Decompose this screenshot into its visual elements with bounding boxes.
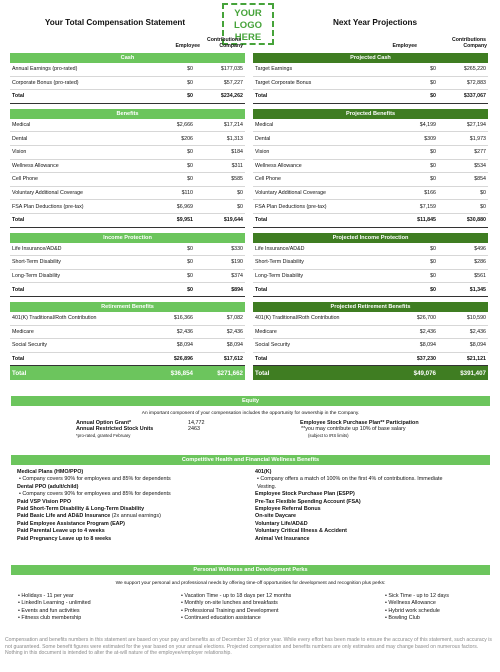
row-label: 401(K) Traditional/Roth Contribution — [255, 315, 340, 322]
list-item: • Company covers 90% for employees and 85% for dependents — [19, 476, 171, 483]
company-value: $7,082 — [226, 315, 243, 322]
table-row — [253, 200, 488, 214]
table-row — [10, 119, 245, 133]
employee-value: $0 — [187, 79, 193, 86]
company-value: $10,590 — [466, 315, 486, 322]
option-grant-value: 14,772 — [188, 420, 205, 426]
company-value: $0 — [480, 203, 486, 210]
row-label: Annual Earnings (pro-rated) — [12, 66, 78, 73]
employee-col-label: Employee — [392, 43, 417, 49]
company-value: $286 — [474, 259, 486, 266]
company-value: $534 — [474, 162, 486, 169]
section-header-income-protection: Income Protection — [10, 233, 245, 243]
section-header-perks: Personal Wellness and Development Perks — [11, 565, 490, 575]
company-value: $277 — [474, 149, 486, 156]
employee-value: $0 — [430, 149, 436, 156]
table-row — [10, 243, 245, 257]
row-label: Life Insurance/AD&D — [255, 245, 305, 252]
employee-value: $2,436 — [176, 328, 193, 335]
company-value: $2,436 — [469, 328, 486, 335]
statement-title: Your Total Compensation Statement — [44, 18, 186, 27]
company-value: $184 — [231, 149, 243, 156]
total-row — [253, 283, 488, 297]
row-label: Total — [255, 93, 268, 100]
company-value: $854 — [474, 176, 486, 183]
grand-total-employee: $36,854 — [170, 369, 193, 377]
employee-value: $206 — [181, 135, 193, 142]
table-row — [10, 187, 245, 201]
perks-col-1 — [18, 593, 168, 622]
employee-value: $0 — [187, 162, 193, 169]
row-label: Medical — [255, 122, 274, 129]
section-header-projected-retirement: Projected Retirement Benefits — [253, 302, 488, 312]
contributions-label: Contributions — [207, 37, 241, 43]
current-compensation-column — [10, 53, 245, 380]
table-row — [253, 187, 488, 201]
grand-total-row — [10, 366, 245, 380]
perks-intro: We support your personal and professional needs by offering time-off opportunities for development and recognition plus perks: — [115, 581, 386, 586]
employee-value: $0 — [187, 286, 193, 293]
company-value: $374 — [231, 273, 243, 280]
employee-value: $2,436 — [419, 328, 436, 335]
employee-value: $0 — [430, 162, 436, 169]
employee-value: $0 — [187, 245, 193, 252]
company-value: $19,644 — [223, 217, 243, 224]
equity-grants — [76, 420, 276, 439]
company-value: $496 — [474, 245, 486, 252]
row-label: Voluntary Additional Coverage — [12, 190, 83, 197]
employee-value: $2,666 — [176, 122, 193, 129]
row-label: Total — [255, 217, 268, 224]
employee-value: $0 — [430, 286, 436, 293]
list-item: Voluntary Critical Illness & Accident — [255, 528, 347, 535]
table-row — [10, 200, 245, 214]
table-row — [253, 63, 488, 77]
row-label: Medicare — [12, 328, 34, 335]
total-row — [10, 353, 245, 367]
total-row — [253, 90, 488, 104]
row-label: Total — [12, 286, 25, 293]
employee-value: $0 — [187, 273, 193, 280]
company-value: $234,262 — [220, 93, 243, 100]
list-item: Voluntary Life/AD&D — [255, 520, 308, 527]
employee-value: $8,094 — [176, 342, 193, 349]
table-row — [10, 63, 245, 77]
row-label: FSA Plan Deductions (pre-tax) — [255, 203, 327, 210]
table-row — [253, 256, 488, 270]
table-row — [10, 160, 245, 174]
company-value: $311 — [231, 162, 243, 169]
company-value: $21,121 — [466, 355, 486, 362]
wellness-left-list — [17, 469, 242, 543]
list-item: • Continued education assistance — [181, 614, 261, 621]
company-value: $8,094 — [469, 342, 486, 349]
row-label: Long-Term Disability — [255, 273, 303, 280]
section-header-projected-cash: Projected Cash — [253, 53, 488, 63]
employee-value: $0 — [430, 93, 436, 100]
employee-value: $0 — [430, 176, 436, 183]
company-value: $17,612 — [223, 355, 243, 362]
row-label: Short-Term Disability — [12, 259, 61, 266]
employee-value: $0 — [430, 273, 436, 280]
section-header-retirement: Retirement Benefits — [10, 302, 245, 312]
list-item: • Holidays - 11 per year — [18, 593, 74, 599]
row-label: Social Security — [255, 342, 291, 349]
employee-value: $37,230 — [416, 355, 436, 362]
section-header-wellness-benefits: Competitive Health and Financial Wellness Benefits — [11, 455, 490, 465]
company-value: $0 — [237, 190, 243, 197]
list-item: • Company offers a match of 100% on the first 4% of contributions. Immediate — [257, 476, 443, 483]
employee-col-label: Employee — [175, 43, 200, 49]
company-value: $561 — [474, 273, 486, 280]
employee-value: $0 — [430, 79, 436, 86]
espp-sub: (subject to IRS limits) — [308, 432, 349, 438]
section-header-projected-benefits: Projected Benefits — [253, 109, 488, 119]
logo-line-1: YOUR — [234, 8, 262, 19]
row-label: Dental — [12, 135, 28, 142]
projections-title: Next Year Projections — [332, 18, 418, 27]
table-row — [253, 146, 488, 160]
espp-title: Employee Stock Purchase Plan** Participation — [300, 420, 419, 426]
table-row — [253, 339, 488, 353]
section-header-benefits: Benefits — [10, 109, 245, 119]
employee-value: $0 — [430, 259, 436, 266]
employee-value: $309 — [424, 135, 436, 142]
list-item-suffix: (2x annual earnings) — [110, 513, 161, 520]
row-label: Total — [12, 355, 25, 362]
employee-value: $0 — [187, 66, 193, 73]
row-label: Dental — [255, 135, 271, 142]
employee-value: $9,951 — [176, 217, 193, 224]
table-row — [253, 119, 488, 133]
list-item: Paid Pregnancy Leave up to 8 weeks — [17, 535, 112, 542]
table-row — [253, 132, 488, 146]
table-row — [253, 77, 488, 91]
grand-total-label: Total — [255, 369, 270, 377]
row-label: Short-Term Disability — [255, 259, 304, 266]
row-label: Total — [255, 286, 268, 293]
employee-value: $4,199 — [419, 122, 436, 129]
row-label: Social Security — [12, 342, 48, 349]
section-header-cash: Cash — [10, 53, 245, 63]
company-value: $265,220 — [463, 66, 486, 73]
row-label: Total — [12, 93, 25, 100]
grand-total-company: $391,407 — [460, 369, 486, 377]
row-label: Long-Term Disability — [12, 273, 60, 280]
row-label: Medical — [12, 122, 31, 129]
list-item: • Events and fun activities — [18, 607, 80, 614]
table-row — [10, 326, 245, 340]
row-label: Cell Phone — [12, 176, 38, 183]
rsu-value: 2463 — [188, 426, 200, 433]
list-item: • Wellness Allowance — [385, 600, 436, 607]
row-label: Wellness Allowance — [12, 162, 59, 169]
logo-line-3: HERE — [234, 32, 262, 43]
espp-line: **you may contribute up 10% of base salary — [301, 426, 406, 433]
row-label: Medicare — [255, 328, 277, 335]
company-value: $17,214 — [223, 122, 243, 129]
grand-total-label: Total — [12, 369, 27, 377]
table-row — [10, 270, 245, 284]
perks-col-3 — [385, 593, 495, 622]
employee-value: $8,094 — [419, 342, 436, 349]
employee-value: $0 — [430, 66, 436, 73]
table-row — [10, 173, 245, 187]
logo-line-2: LOGO — [234, 20, 262, 31]
company-value: $0 — [237, 203, 243, 210]
table-row — [253, 326, 488, 340]
employee-value: $26,896 — [173, 355, 193, 362]
employee-value: $0 — [430, 245, 436, 252]
list-item: Employee Stock Purchase Plan (ESPP) — [255, 491, 355, 498]
row-label: Total — [12, 217, 25, 224]
section-header-equity: Equity — [11, 396, 490, 406]
list-item: • Vacation Time - up to 18 days per 12 months — [181, 593, 292, 599]
row-label: Target Earnings — [255, 66, 293, 73]
employee-value: $0 — [187, 176, 193, 183]
projected-compensation-column — [253, 53, 488, 380]
row-label: Cell Phone — [255, 176, 281, 183]
table-row — [10, 77, 245, 91]
list-item-text: Paid Basic Life and AD&D Insurance — [17, 513, 111, 520]
company-value: $1,345 — [469, 286, 486, 293]
list-item: Paid VSP Vision PPO — [17, 498, 72, 505]
table-row — [10, 132, 245, 146]
table-row — [253, 160, 488, 174]
espp-participation — [300, 420, 495, 439]
employee-value: $11,845 — [417, 217, 436, 224]
employee-value: $26,700 — [416, 315, 436, 322]
grand-total-company: $271,662 — [217, 369, 243, 377]
row-label: Life Insurance/AD&D — [12, 245, 62, 252]
employee-value: $0 — [187, 149, 193, 156]
disclaimer: Compensation and benefits numbers in this statement are based on your pay and benefits as of December 31 of prior year. While every effort has been made to ensure the accuracy of this statement, such accuracy is not guaranteed. Some benefit figures were estimated for the year based on your annual elections. Projected compensation and benefits numbers are only estimates and may change based on numerous factors. Nothing in this document is intended to alter the at-will nature of the employee/employer relationship. — [5, 637, 492, 657]
contributions-label: Contributions — [452, 37, 486, 43]
table-row — [10, 146, 245, 160]
list-item: Paid Employee Assistance Program (EAP) — [17, 520, 125, 527]
table-row — [10, 256, 245, 270]
employee-value: $0 — [187, 259, 193, 266]
list-item: • Fitness club membership — [18, 614, 82, 621]
list-item: Dental PPO (adult/child) — [17, 483, 79, 490]
company-value: $1,973 — [469, 135, 486, 142]
row-label: Total — [255, 355, 268, 362]
list-item — [17, 513, 242, 520]
company-value: $8,094 — [226, 342, 243, 349]
table-row — [10, 312, 245, 326]
row-label: Vision — [255, 149, 270, 156]
option-grant-label: Annual Option Grant* — [76, 420, 132, 426]
list-item: • Professional Training and Development — [181, 607, 279, 614]
employee-value: $110 — [181, 190, 193, 197]
company-value: $585 — [231, 176, 243, 183]
list-item: • Hybrid work schedule — [385, 607, 440, 614]
company-value: $72,883 — [466, 79, 486, 86]
rsu-label: Annual Restricted Stock Units — [76, 426, 154, 433]
list-item: • Bowling Club — [385, 614, 420, 621]
list-item: Animal Vet Insurance — [255, 535, 310, 542]
list-item: 401(K) — [255, 469, 272, 475]
row-label: Corporate Bonus (pro-rated) — [12, 79, 79, 86]
list-item: • Sick Time - up to 12 days — [385, 593, 449, 599]
list-item: Paid Parental Leave up to 4 weeks — [17, 528, 105, 535]
total-row — [253, 214, 488, 228]
company-value: $30,880 — [466, 217, 486, 224]
table-row — [253, 243, 488, 257]
table-row — [10, 339, 245, 353]
grand-total-row — [253, 366, 488, 380]
employee-value: $7,159 — [419, 203, 436, 210]
list-item: Pre-Tax Flexible Spending Account (FSA) — [255, 498, 361, 505]
company-col-label: Company — [219, 43, 243, 49]
wellness-right-list — [255, 469, 493, 543]
company-value: $0 — [480, 190, 486, 197]
list-item: • Monthly on-site lunches and breakfasts — [181, 600, 278, 607]
total-row — [10, 283, 245, 297]
company-value: $177,035 — [220, 66, 243, 73]
perks-col-2 — [181, 593, 371, 622]
total-row — [253, 353, 488, 367]
contributions-header-right — [390, 37, 490, 49]
row-label: Target Corporate Bonus — [255, 79, 312, 86]
employee-value: $166 — [424, 190, 436, 197]
table-row — [253, 312, 488, 326]
list-item: Medical Plans (HMO/PPO) — [17, 469, 84, 475]
row-label: Vision — [12, 149, 27, 156]
list-item: On-site Daycare — [255, 513, 297, 520]
company-value: $337,067 — [463, 93, 486, 100]
list-item: • Company covers 90% for employees and 85% for dependents — [19, 491, 171, 498]
row-label: FSA Plan Deductions (pre-tax) — [12, 203, 84, 210]
total-row — [10, 214, 245, 228]
total-row — [10, 90, 245, 104]
employee-value: $16,366 — [173, 315, 193, 322]
company-value: $330 — [231, 245, 243, 252]
option-grant-note: *pro-rated, granted February — [76, 432, 131, 438]
company-value: $57,227 — [223, 79, 243, 86]
employee-value: $0 — [187, 93, 193, 100]
list-item: Employee Referral Bonus — [255, 506, 321, 513]
company-value: $27,194 — [466, 122, 486, 129]
row-label: 401(K) Traditional/Roth Contribution — [12, 315, 97, 322]
list-item: Vesting. — [257, 483, 277, 490]
company-value: $2,436 — [226, 328, 243, 335]
list-item: Paid Short-Term Disability & Long-Term Disability — [17, 506, 145, 513]
table-row — [253, 173, 488, 187]
company-value: $190 — [231, 259, 243, 266]
company-col-label: Company — [463, 43, 487, 49]
contributions-header-left — [145, 37, 245, 49]
grand-total-employee: $49,076 — [413, 369, 436, 377]
equity-intro: An important component of your compensation includes the opportunity for ownership in the Company. — [141, 411, 360, 416]
company-value: $894 — [231, 286, 243, 293]
row-label: Wellness Allowance — [255, 162, 302, 169]
employee-value: $6,969 — [176, 203, 193, 210]
section-header-projected-income-protection: Projected Income Protection — [253, 233, 488, 243]
table-row — [253, 270, 488, 284]
company-value: $1,313 — [226, 135, 243, 142]
list-item: • LinkedIn Learning - unlimited — [18, 600, 91, 607]
row-label: Voluntary Additional Coverage — [255, 190, 326, 197]
